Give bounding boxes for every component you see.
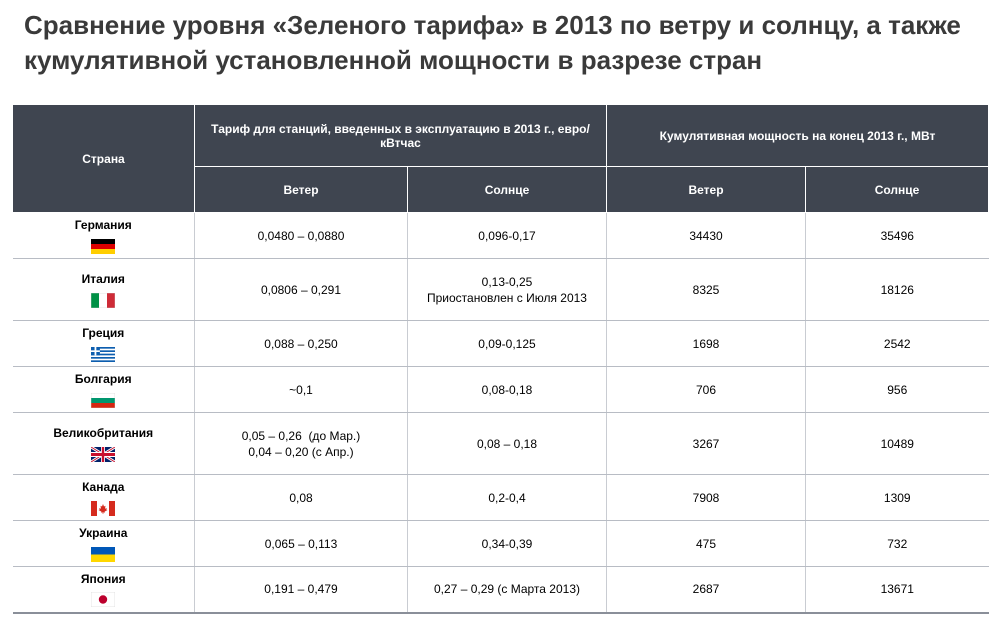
- capacity-solar-cell: 732: [806, 521, 989, 567]
- country-cell: [13, 213, 195, 259]
- capacity-solar-cell: 10489: [806, 413, 989, 475]
- country-name: Япония: [80, 572, 126, 587]
- tariff-wind-cell: 0,088 – 0,250: [195, 321, 408, 367]
- header-tariff-group: Тариф для станций, введенных в эксплуатацию в 2013 г., евро/кВтчас: [195, 105, 607, 167]
- capacity-solar-cell: 2542: [806, 321, 989, 367]
- tariff-solar-cell: 0,096-0,17: [408, 213, 607, 259]
- country-cell: [13, 321, 195, 367]
- capacity-solar-cell: 13671: [806, 567, 989, 613]
- tariff-wind-cell: 0,0480 – 0,0880: [195, 213, 408, 259]
- tariff-solar-cell: 0,09-0,125: [408, 321, 607, 367]
- capacity-wind-cell: 3267: [607, 413, 806, 475]
- tariff-wind-cell: 0,0806 – 0,291: [195, 259, 408, 321]
- capacity-solar-cell: 18126: [806, 259, 989, 321]
- header-capacity-wind: Ветер: [607, 167, 806, 213]
- bulgaria-flag-icon: [91, 393, 115, 408]
- capacity-wind-cell: 7908: [607, 475, 806, 521]
- japan-flag-icon: [91, 592, 115, 607]
- tariff-solar-cell: 0,34-0,39: [408, 521, 607, 567]
- table-row: [13, 413, 989, 475]
- table-row: [13, 259, 989, 321]
- table-row: [13, 567, 989, 613]
- table-row: [13, 521, 989, 567]
- country-name: Канада: [82, 480, 125, 495]
- country-cell: [13, 413, 195, 475]
- tariff-solar-cell: [408, 259, 607, 321]
- header-country: Страна: [13, 105, 195, 213]
- capacity-solar-cell: 1309: [806, 475, 989, 521]
- capacity-solar-cell: 35496: [806, 213, 989, 259]
- tariff-wind-cell: ~0,1: [195, 367, 408, 413]
- country-cell: [13, 259, 195, 321]
- country-cell: [13, 567, 195, 613]
- tariff-wind-cell: 0,08: [195, 475, 408, 521]
- table-row: [13, 321, 989, 367]
- tariff-wind-value: 0,05 – 0,26 (до Мар.): [241, 428, 361, 443]
- country-name: Греция: [82, 326, 125, 341]
- tariff-solar-note: Приостановлен с Июля 2013: [427, 290, 587, 305]
- ukraine-flag-icon: [91, 547, 115, 562]
- italy-flag-icon: [91, 293, 115, 308]
- capacity-wind-cell: 34430: [607, 213, 806, 259]
- country-name: Великобритания: [53, 426, 154, 441]
- capacity-wind-cell: 706: [607, 367, 806, 413]
- tariff-solar-value: 0,13-0,25: [481, 274, 533, 289]
- country-name: Италия: [81, 272, 125, 287]
- uk-flag-icon: [91, 447, 115, 462]
- capacity-wind-cell: 1698: [607, 321, 806, 367]
- country-name: Германия: [74, 218, 132, 233]
- country-cell: [13, 367, 195, 413]
- tariff-solar-cell: 0,08-0,18: [408, 367, 607, 413]
- germany-flag-icon: [91, 239, 115, 254]
- table-row: [13, 367, 989, 413]
- tariff-wind-note: 0,04 – 0,20 (с Апр.): [248, 444, 354, 459]
- table-row: [13, 213, 989, 259]
- tariff-wind-cell: 0,191 – 0,479: [195, 567, 408, 613]
- tariff-wind-cell: [195, 413, 408, 475]
- header-capacity-solar: Солнце: [806, 167, 989, 213]
- table-row: [13, 475, 989, 521]
- tariff-wind-cell: 0,065 – 0,113: [195, 521, 408, 567]
- country-cell: [13, 521, 195, 567]
- country-name: Болгария: [74, 372, 132, 387]
- greece-flag-icon: [91, 347, 115, 362]
- page-title: Сравнение уровня «Зеленого тарифа» в 2013 по ветру и солнцу, а также кумулятивной установленной мощности в разрезе стран: [24, 10, 961, 75]
- tariff-solar-cell: 0,08 – 0,18: [408, 413, 607, 475]
- capacity-solar-cell: 956: [806, 367, 989, 413]
- canada-flag-icon: [91, 501, 115, 516]
- header-capacity-group: Кумулятивная мощность на конец 2013 г., МВт: [607, 105, 989, 167]
- header-tariff-solar: Солнце: [408, 167, 607, 213]
- comparison-table: [12, 104, 989, 614]
- header-tariff-wind: Ветер: [195, 167, 408, 213]
- country-cell: [13, 475, 195, 521]
- tariff-solar-cell: 0,2-0,4: [408, 475, 607, 521]
- capacity-wind-cell: 8325: [607, 259, 806, 321]
- capacity-wind-cell: 2687: [607, 567, 806, 613]
- country-name: Украина: [79, 526, 128, 541]
- capacity-wind-cell: 475: [607, 521, 806, 567]
- tariff-solar-cell: 0,27 – 0,29 (с Марта 2013): [408, 567, 607, 613]
